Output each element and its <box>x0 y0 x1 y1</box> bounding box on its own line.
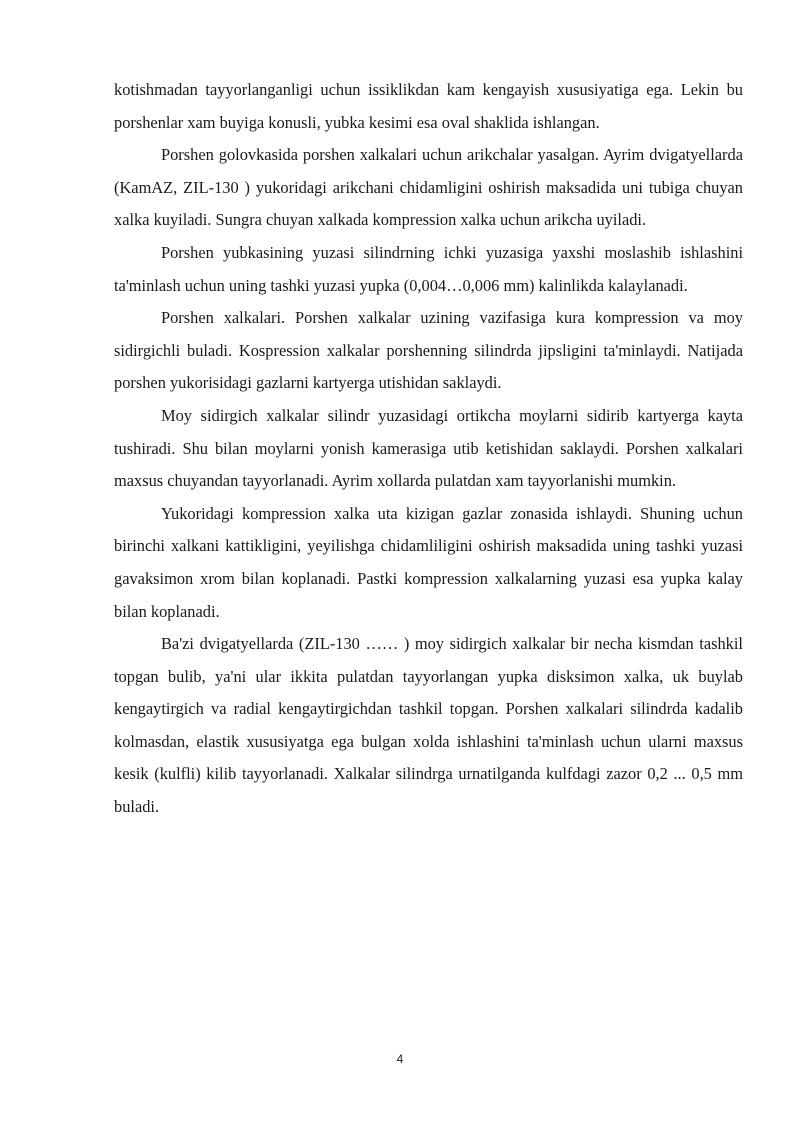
paragraph-4: Porshen xalkalari. Porshen xalkalar uzining vazifasiga kura kompression va moy sidirgichli buladi. Kospression xalkalar porshenning silindrda jipsligini ta'minlaydi. Natijada porshen yukorisidagi gazlarni kartyerga utishidan saklaydi. <box>114 308 743 393</box>
page-number: 4 <box>396 1052 404 1066</box>
paragraph-6: Yukoridagi kompression xalka uta kizigan gazlar zonasida ishlaydi. Shuning uchun birinchi xalkani kattikligini, yeyilishga chidamliligini oshirish maksadida uning tashki yuzasi gavaksimon xrom bilan koplanadi. Pastki kompression xalkalarning yuzasi esa yupka kalay bilan koplanadi. <box>114 503 743 621</box>
paragraph-1: kotishmadan tayyorlanganligi uchun issiklikdan kam kengayish xususiyatiga ega. Lekin bu porshenlar xam buyiga konusli, yubka kesimi esa oval shaklida ishlangan. <box>114 80 743 132</box>
paragraph-2: Porshen golovkasida porshen xalkalari uchun arikchalar yasalgan. Ayrim dvigatyellarda (KamAZ, ZIL-130 ) yukoridagi arikchani chidamligini oshirish maksadida uni tubiga chuyan xalka kuyiladi. Sungra chuyan xalkada kompression xalka uchun arikcha uyiladi. <box>114 145 743 230</box>
paragraph-7: Ba'zi dvigatyellarda (ZIL-130 …… ) moy sidirgich xalkalar bir necha kismdan tashkil topgan bulib, ya'ni ular ikkita pulatdan tayyorlangan yupka disksimon xalka, uk buylab kengaytirgich va radial kengaytirgichdan tashkil topgan. Porshen xalkalari silindrda kadalib kolmasdan, elastik xususiyatga ega bulgan xolda ishlashini ta'minlash uchun ularni maxsus kesik (kulfli) kilib tayyorlanadi. Xalkalar silindrga urnatilganda kulfdagi zazor 0,2 ... 0,5 mm buladi. <box>114 634 743 817</box>
text-body <box>114 74 743 824</box>
paragraph-3: Porshen yubkasining yuzasi silindrning ichki yuzasiga yaxshi moslashib ishlashini ta'minlash uchun uning tashki yuzasi yupka (0,004…0,006 mm) kalinlikda kalaylanadi. <box>114 242 743 295</box>
paragraph-5: Moy sidirgich xalkalar silindr yuzasidagi ortikcha moylarni sidirib kartyerga kayta tushiradi. Shu bilan moylarni yonish kamerasiga utib ketishidan saklaydi. Porshen xalkalari maxsus chuyandan tayyorlanadi. Ayrim xollarda pulatdan xam tayyorlanishi mumkin. <box>114 405 743 491</box>
